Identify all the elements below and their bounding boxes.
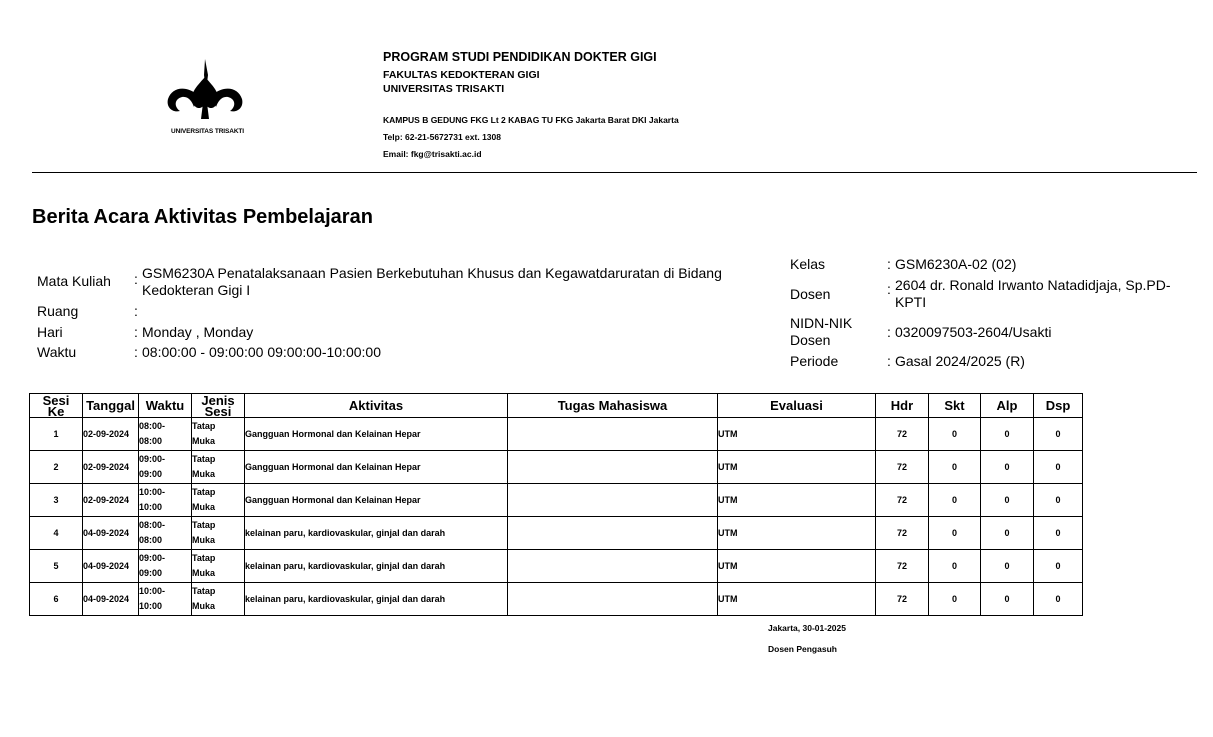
- cell-jenis-sesi: Tatap Muka: [192, 517, 245, 550]
- header-divider: [32, 172, 1197, 173]
- kelas-label: Kelas: [790, 256, 826, 272]
- nidn-value: 0320097503-2604/Usakti: [895, 324, 1052, 340]
- table-row: [30, 418, 1083, 451]
- periode-label: Periode: [790, 353, 839, 369]
- cell-tanggal: 02-09-2024: [83, 418, 139, 451]
- cell-jenis-sesi: Tatap Muka: [192, 418, 245, 451]
- cell-skt: 0: [929, 517, 981, 550]
- cell-dsp: 0: [1034, 451, 1083, 484]
- cell-skt: 0: [929, 550, 981, 583]
- cell-hdr: 72: [876, 484, 929, 517]
- colon: :: [887, 353, 891, 369]
- dosen-label: Dosen: [790, 286, 831, 302]
- cell-hdr: 72: [876, 418, 929, 451]
- col-jenis-sesi: Jenis Sesi: [192, 394, 245, 418]
- col-aktivitas: Aktivitas: [245, 394, 508, 418]
- cell-tugas: [508, 418, 718, 451]
- cell-aktivitas: kelainan paru, kardiovaskular, ginjal dan darah: [245, 583, 508, 616]
- activity-table: [29, 393, 1083, 616]
- col-tugas: Tugas Mahasiswa: [508, 394, 718, 418]
- cell-tugas: [508, 583, 718, 616]
- cell-hdr: 72: [876, 451, 929, 484]
- cell-evaluasi: UTM: [718, 583, 876, 616]
- waktu-value: 08:00:00 - 09:00:00 09:00:00-10:00:00: [142, 344, 381, 360]
- cell-tanggal: 02-09-2024: [83, 451, 139, 484]
- cell-tanggal: 04-09-2024: [83, 550, 139, 583]
- cell-evaluasi: UTM: [718, 484, 876, 517]
- cell-sesi: 6: [30, 583, 83, 616]
- cell-hdr: 72: [876, 517, 929, 550]
- cell-aktivitas: Gangguan Hormonal dan Kelainan Hepar: [245, 484, 508, 517]
- colon: :: [887, 324, 891, 340]
- cell-aktivitas: Gangguan Hormonal dan Kelainan Hepar: [245, 451, 508, 484]
- university-logo: [160, 55, 255, 140]
- cell-jenis-sesi: Tatap Muka: [192, 484, 245, 517]
- dosen-value: 2604 dr. Ronald Irwanto Natadidjaja, Sp.PD-KPTI: [895, 277, 1171, 310]
- cell-dsp: 0: [1034, 550, 1083, 583]
- colon: :: [134, 324, 138, 340]
- nidn-label-line2: Dosen: [790, 332, 831, 348]
- university-name: UNIVERSITAS TRISAKTI: [383, 83, 505, 95]
- cell-waktu: 09:00- 09:00: [139, 451, 192, 484]
- signer-role: Dosen Pengasuh: [768, 644, 837, 654]
- cell-waktu: 08:00- 08:00: [139, 418, 192, 451]
- colon: :: [887, 256, 891, 272]
- cell-dsp: 0: [1034, 583, 1083, 616]
- cell-dsp: 0: [1034, 517, 1083, 550]
- cell-alp: 0: [981, 517, 1034, 550]
- logo-caption: UNIVERSITAS TRISAKTI: [171, 128, 244, 135]
- cell-jenis-sesi: Tatap Muka: [192, 583, 245, 616]
- table-row: [30, 583, 1083, 616]
- table-row: [30, 517, 1083, 550]
- cell-evaluasi: UTM: [718, 517, 876, 550]
- cell-sesi: 2: [30, 451, 83, 484]
- address-line: KAMPUS B GEDUNG FKG Lt 2 KABAG TU FKG Jakarta Barat DKI Jakarta: [383, 115, 679, 125]
- cell-alp: 0: [981, 451, 1034, 484]
- cell-waktu: 09:00- 09:00: [139, 550, 192, 583]
- cell-alp: 0: [981, 418, 1034, 451]
- table-row: [30, 550, 1083, 583]
- colon: :: [134, 271, 138, 287]
- cell-tugas: [508, 484, 718, 517]
- cell-evaluasi: UTM: [718, 451, 876, 484]
- cell-sesi: 3: [30, 484, 83, 517]
- cell-sesi: 1: [30, 418, 83, 451]
- cell-sesi: 5: [30, 550, 83, 583]
- cell-sesi: 4: [30, 517, 83, 550]
- nidn-label-line1: NIDN-NIK: [790, 315, 853, 331]
- faculty-name: FAKULTAS KEDOKTERAN GIGI: [383, 69, 540, 81]
- cell-alp: 0: [981, 550, 1034, 583]
- cell-tugas: [508, 451, 718, 484]
- mata-kuliah-label: Mata Kuliah: [37, 273, 111, 289]
- cell-waktu: 10:00- 10:00: [139, 484, 192, 517]
- cell-tanggal: 02-09-2024: [83, 484, 139, 517]
- cell-skt: 0: [929, 418, 981, 451]
- cell-aktivitas: kelainan paru, kardiovaskular, ginjal dan darah: [245, 550, 508, 583]
- col-evaluasi: Evaluasi: [718, 394, 876, 418]
- col-sesi: Sesi Ke: [30, 394, 83, 418]
- table-header-row: [30, 394, 1083, 418]
- cell-aktivitas: Gangguan Hormonal dan Kelainan Hepar: [245, 418, 508, 451]
- cell-alp: 0: [981, 583, 1034, 616]
- ruang-label: Ruang: [37, 303, 79, 319]
- colon: :: [134, 344, 138, 360]
- col-alp: Alp: [981, 394, 1034, 418]
- col-tanggal: Tanggal: [83, 394, 139, 418]
- table-row: [30, 451, 1083, 484]
- cell-waktu: 10:00- 10:00: [139, 583, 192, 616]
- hari-value: Monday , Monday: [142, 324, 254, 340]
- waktu-label: Waktu: [37, 344, 77, 360]
- col-skt: Skt: [929, 394, 981, 418]
- col-hdr: Hdr: [876, 394, 929, 418]
- cell-hdr: 72: [876, 583, 929, 616]
- email-line: Email: fkg@trisakti.ac.id: [383, 149, 482, 159]
- cell-tanggal: 04-09-2024: [83, 517, 139, 550]
- program-name: PROGRAM STUDI PENDIDIKAN DOKTER GIGI: [383, 50, 657, 64]
- col-waktu: Waktu: [139, 394, 192, 418]
- cell-jenis-sesi: Tatap Muka: [192, 451, 245, 484]
- cell-evaluasi: UTM: [718, 418, 876, 451]
- trisakti-emblem-icon: [160, 55, 255, 127]
- cell-skt: 0: [929, 484, 981, 517]
- cell-dsp: 0: [1034, 484, 1083, 517]
- place-date: Jakarta, 30-01-2025: [768, 623, 846, 633]
- kelas-value: GSM6230A-02 (02): [895, 256, 1017, 272]
- cell-tanggal: 04-09-2024: [83, 583, 139, 616]
- cell-hdr: 72: [876, 550, 929, 583]
- cell-alp: 0: [981, 484, 1034, 517]
- periode-value: Gasal 2024/2025 (R): [895, 353, 1025, 369]
- cell-tugas: [508, 517, 718, 550]
- page-title: Berita Acara Aktivitas Pembelajaran: [32, 206, 373, 228]
- cell-dsp: 0: [1034, 418, 1083, 451]
- cell-skt: 0: [929, 583, 981, 616]
- colon: :: [134, 303, 138, 319]
- cell-tugas: [508, 550, 718, 583]
- colon: :: [887, 281, 891, 297]
- cell-jenis-sesi: Tatap Muka: [192, 550, 245, 583]
- col-dsp: Dsp: [1034, 394, 1083, 418]
- cell-skt: 0: [929, 451, 981, 484]
- cell-evaluasi: UTM: [718, 550, 876, 583]
- cell-aktivitas: kelainan paru, kardiovaskular, ginjal dan darah: [245, 517, 508, 550]
- phone-line: Telp: 62-21-5672731 ext. 1308: [383, 132, 501, 142]
- cell-waktu: 08:00- 08:00: [139, 517, 192, 550]
- hari-label: Hari: [37, 324, 63, 340]
- mata-kuliah-value: GSM6230A Penatalaksanaan Pasien Berkebutuhan Khusus dan Kegawatdaruratan di Bidang Kedokteran Gigi I: [142, 265, 722, 298]
- table-row: [30, 484, 1083, 517]
